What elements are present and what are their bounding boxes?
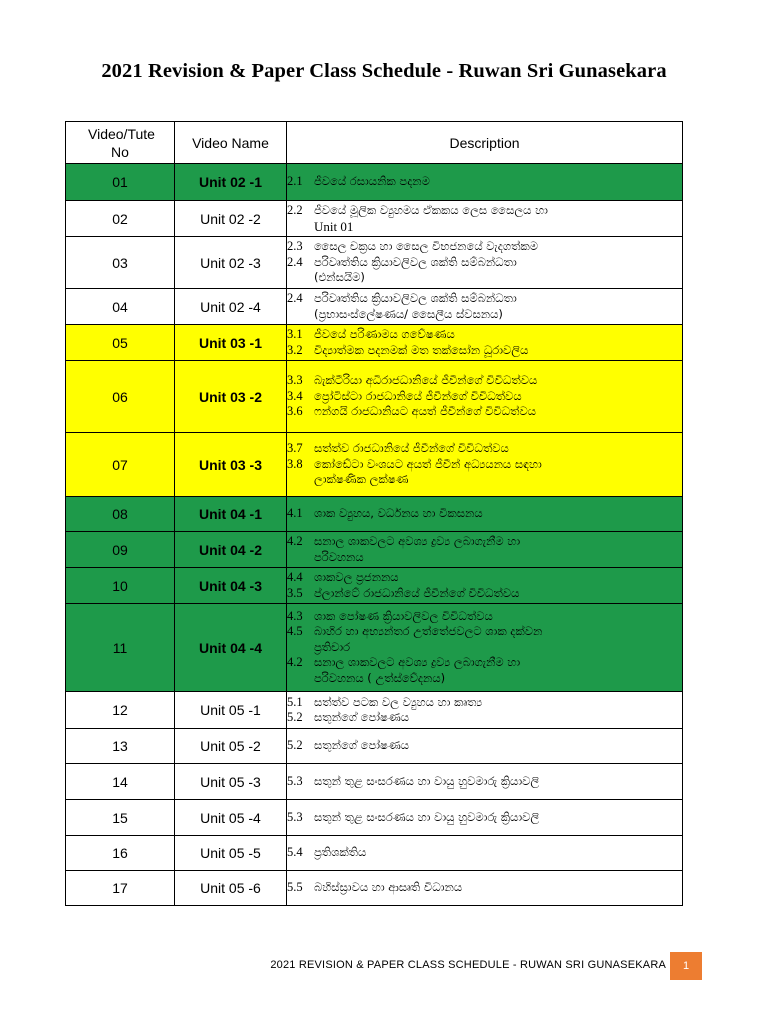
- topic-number: 3.2: [287, 342, 303, 357]
- topic-text: සනාල ශාකවලට අවශ්‍ය ද්‍රව්‍ය ලබාගැනීම හා: [314, 655, 521, 670]
- topic-text: ශාක ව්‍යුහය, වර්ධනය හා විකසනය: [314, 506, 483, 521]
- description-cell: [287, 836, 683, 871]
- video-no-cell: 10: [66, 568, 175, 604]
- video-no-cell: 17: [66, 871, 175, 906]
- table-row: [66, 800, 683, 836]
- video-name-cell: Unit 05 -6: [175, 871, 287, 906]
- description-cell: [287, 871, 683, 906]
- header-video-no: Video/Tute No: [66, 122, 175, 164]
- video-name-cell: Unit 04 -3: [175, 568, 287, 604]
- table-row: [66, 764, 683, 800]
- topic-number: 5.4: [287, 845, 303, 860]
- topic-text: ශාකවල ප්‍රජනනය: [314, 570, 399, 584]
- description-cell: [287, 729, 683, 764]
- topic-number: 5.2: [287, 710, 303, 724]
- header-description: Description: [287, 122, 683, 164]
- topic-number: 3.7: [287, 441, 303, 456]
- topic-number: 5.5: [287, 880, 303, 895]
- topic-text: පරිවහනය ( උත්ස්වේදනය): [314, 670, 446, 685]
- topic-text: සෛල චක්‍රය හා සෛල විභජනයේ වැදගත්කම: [314, 239, 539, 254]
- description-cell: [287, 201, 683, 237]
- table-row: [66, 237, 683, 289]
- description-line: [287, 270, 682, 286]
- video-no-cell: 04: [66, 289, 175, 325]
- video-no-cell: 08: [66, 497, 175, 532]
- topic-number: 4.4: [287, 570, 303, 584]
- topic-text: Unit 01: [314, 218, 354, 234]
- topic-text: ලාක්ෂණික ලක්ෂණ: [314, 472, 409, 487]
- video-name-cell: Unit 02 -1: [175, 164, 287, 201]
- description-cell: [287, 361, 683, 433]
- table-row: [66, 532, 683, 568]
- description-line: [287, 457, 682, 473]
- footer-text: 2021 REVISION & PAPER CLASS SCHEDULE - RUWAN SRI GUNASEKARA: [270, 959, 666, 971]
- video-no-cell: 11: [66, 604, 175, 692]
- video-no-cell: 01: [66, 164, 175, 201]
- description-cell: [287, 532, 683, 568]
- table-row: [66, 692, 683, 729]
- video-name-cell: Unit 05 -3: [175, 764, 287, 800]
- description-cell: [287, 289, 683, 325]
- description-line: [287, 738, 682, 754]
- topic-number: 3.3: [287, 373, 303, 388]
- topic-text: ප්ලාන්ටේ රාජධානියේ ජීවීන්ගේ විවිධත්වය: [314, 585, 520, 600]
- description-line: [287, 640, 682, 656]
- table-row: [66, 289, 683, 325]
- topic-number: 2.3: [287, 239, 303, 254]
- table-row: [66, 568, 683, 604]
- topic-text: බැක්ටීරියා අධිරාජධානියේ ජීවීන්ගේ විවිධත්වය: [314, 373, 538, 388]
- video-no-cell: 03: [66, 237, 175, 289]
- topic-text: සතුන් තුළ සංසරණය හා වායු හුවමාරු ක්‍රියාවලි: [314, 809, 540, 824]
- topic-number: 3.6: [287, 404, 303, 419]
- description-line: [287, 404, 682, 420]
- topic-text: සනාල ශාකවලට අවශ්‍ය ද්‍රව්‍ය ලබාගැනීම හා: [314, 534, 521, 548]
- topic-number: 2.2: [287, 203, 303, 217]
- topic-number: 2.4: [287, 291, 303, 305]
- description-cell: [287, 497, 683, 532]
- description-cell: [287, 325, 683, 361]
- video-name-cell: Unit 04 -4: [175, 604, 287, 692]
- description-line: [287, 655, 682, 671]
- description-line: [287, 586, 682, 602]
- topic-number: 4.2: [287, 534, 303, 548]
- topic-text: (ප්‍රභාසංස්ලේෂණය/ සෛලීය ස්වසනය): [314, 306, 503, 321]
- topic-text: සත්ත්ව රාජධානියේ ජීවීන්ගේ විවිධත්වය: [314, 441, 509, 456]
- description-line: [287, 506, 682, 522]
- video-name-cell: Unit 05 -5: [175, 836, 287, 871]
- topic-text: පරිවෘත්තිය ක්‍රියාවලිවල ශක්ති සම්බන්ධතා: [314, 254, 517, 269]
- header-video-name: Video Name: [175, 122, 287, 164]
- video-name-cell: Unit 05 -4: [175, 800, 287, 836]
- header-row: [66, 122, 683, 164]
- video-no-cell: 13: [66, 729, 175, 764]
- description-line: [287, 570, 682, 586]
- description-line: [287, 472, 682, 488]
- video-no-cell: 02: [66, 201, 175, 237]
- topic-text: බාහිර හා අභ්‍යන්තර උත්තේජවලට ශාක දක්වන: [314, 624, 543, 639]
- description-cell: [287, 237, 683, 289]
- description-line: [287, 710, 682, 726]
- topic-text: ප්‍රතිචාර: [314, 639, 351, 654]
- video-no-cell: 16: [66, 836, 175, 871]
- topic-text: ප්‍රෝටිස්ටා රාජධානියේ ජීවීන්ගේ විවිධත්වය: [314, 388, 522, 403]
- topic-text: සතුන් තුළ සංසරණය හා වායු හුවමාරු ක්‍රියාවලි: [314, 773, 540, 788]
- description-line: [287, 239, 682, 255]
- description-cell: [287, 692, 683, 729]
- video-no-cell: 14: [66, 764, 175, 800]
- video-name-cell: Unit 02 -2: [175, 201, 287, 237]
- video-no-cell: 06: [66, 361, 175, 433]
- video-name-cell: Unit 03 -1: [175, 325, 287, 361]
- topic-text: ජීවයේ මූලික ව්‍යුහමය ඒකකය ලෙස සෛලය හා: [314, 203, 548, 217]
- topic-text: බහිස්ස්‍රාවය හා ආසෘති විධානය: [314, 880, 463, 895]
- document-title: 2021 Revision & Paper Class Schedule - Ruwan Sri Gunasekara: [101, 60, 667, 82]
- video-name-cell: Unit 04 -2: [175, 532, 287, 568]
- description-line: [287, 373, 682, 389]
- description-cell: [287, 164, 683, 201]
- topic-text: කෝඩේටා වංශයට අයත් ජීවීන් අධ්‍යයනය සඳහා: [314, 456, 542, 471]
- description-cell: [287, 764, 683, 800]
- description-line: [287, 671, 682, 687]
- video-no-cell: 15: [66, 800, 175, 836]
- description-line: [287, 219, 682, 235]
- video-name-cell: Unit 03 -3: [175, 433, 287, 497]
- topic-number: 4.5: [287, 624, 303, 639]
- topic-number: 5.1: [287, 694, 303, 709]
- video-name-cell: Unit 05 -2: [175, 729, 287, 764]
- topic-text: ජීවයේ රසායනික පදනම: [314, 174, 430, 189]
- description-line: [287, 441, 682, 457]
- topic-text: පරිවෘත්තිය ක්‍රියාවලිවල ශක්ති සම්බන්ධතා: [314, 291, 517, 305]
- table-row: [66, 361, 683, 433]
- video-name-cell: Unit 05 -1: [175, 692, 287, 729]
- description-line: [287, 174, 682, 190]
- topic-text: විද්‍යාත්මක පදනමක් මත තක්සෝන ධූරාවලිය: [314, 342, 529, 357]
- description-cell: [287, 800, 683, 836]
- table-row: [66, 433, 683, 497]
- description-line: [287, 343, 682, 359]
- topic-number: 4.2: [287, 655, 303, 670]
- page-number: 1: [670, 952, 702, 980]
- topic-number: 3.1: [287, 327, 303, 341]
- description-line: [287, 609, 682, 625]
- video-no-cell: 05: [66, 325, 175, 361]
- video-no-cell: 12: [66, 692, 175, 729]
- topic-number: 5.3: [287, 773, 303, 788]
- table-row: [66, 497, 683, 532]
- description-line: [287, 550, 682, 566]
- table-row: [66, 325, 683, 361]
- topic-number: 4.3: [287, 608, 303, 623]
- topic-number: 3.4: [287, 388, 303, 403]
- video-no-cell: 09: [66, 532, 175, 568]
- topic-text: සතුන්ගේ පෝෂණය: [314, 710, 410, 724]
- topic-number: 4.1: [287, 506, 303, 521]
- description-line: [287, 880, 682, 896]
- table-row: [66, 729, 683, 764]
- table-row: [66, 604, 683, 692]
- description-line: [287, 255, 682, 271]
- topic-number: 5.3: [287, 809, 303, 824]
- description-line: [287, 534, 682, 550]
- description-cell: [287, 433, 683, 497]
- table-row: [66, 164, 683, 201]
- description-cell: [287, 568, 683, 604]
- table-row: [66, 201, 683, 237]
- video-name-cell: Unit 03 -2: [175, 361, 287, 433]
- topic-text: ශාක පෝෂණ ක්‍රියාවලිවල විවිධත්වය: [314, 608, 493, 623]
- topic-text: සත්ත්ව පටක වල ව්‍යුහය හා කෘත්‍ය: [314, 694, 483, 709]
- topic-number: 3.5: [287, 585, 303, 600]
- description-line: [287, 845, 682, 861]
- description-line: [287, 695, 682, 711]
- topic-text: ෆන්ගයි රාජධානියට අයත් ජීවීන්ගේ විවිධත්වය: [314, 404, 536, 419]
- topic-text: (එන්සයිම): [314, 270, 365, 285]
- description-line: [287, 624, 682, 640]
- video-name-cell: Unit 02 -4: [175, 289, 287, 325]
- description-line: [287, 203, 682, 219]
- table-row: [66, 836, 683, 871]
- description-line: [287, 389, 682, 405]
- description-line: [287, 327, 682, 343]
- table-row: [66, 871, 683, 906]
- video-no-cell: 07: [66, 433, 175, 497]
- topic-text: සතුන්ගේ පෝෂණය: [314, 738, 410, 753]
- topic-number: 2.4: [287, 254, 303, 269]
- topic-text: පරිවහනය: [314, 549, 364, 564]
- topic-number: 2.1: [287, 174, 303, 189]
- topic-number: 5.2: [287, 738, 303, 753]
- schedule-table: [65, 121, 683, 906]
- description-cell: [287, 604, 683, 692]
- description-line: [287, 307, 682, 323]
- topic-text: ප්‍රතිශක්තිය: [314, 845, 367, 860]
- description-line: [287, 810, 682, 826]
- description-line: [287, 774, 682, 790]
- video-name-cell: Unit 02 -3: [175, 237, 287, 289]
- description-line: [287, 291, 682, 307]
- topic-text: ජීවයේ පරිණාමය ගවේෂණය: [314, 327, 455, 341]
- topic-number: 3.8: [287, 456, 303, 471]
- video-name-cell: Unit 04 -1: [175, 497, 287, 532]
